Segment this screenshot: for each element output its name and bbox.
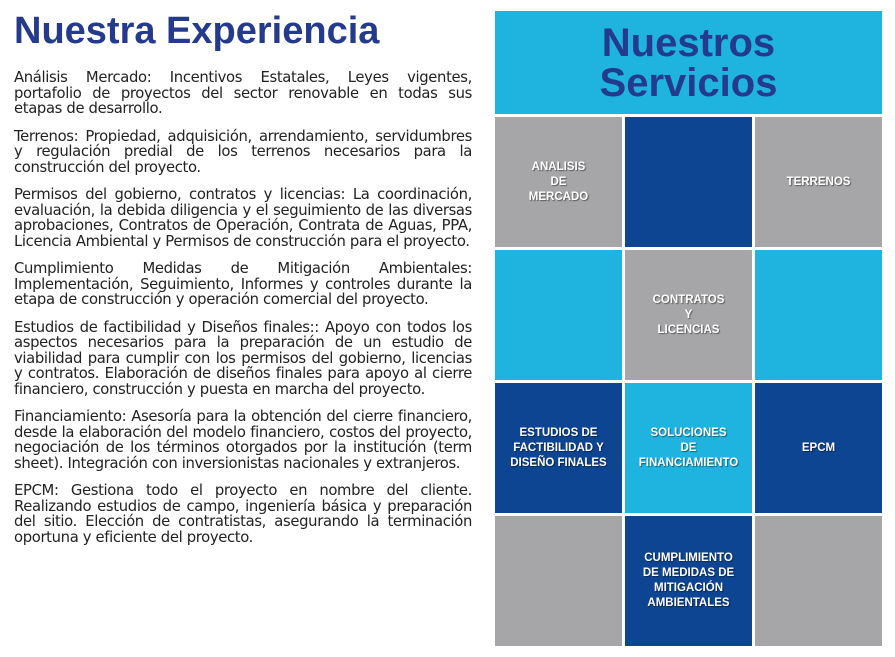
service-tile-epcm (755, 383, 882, 513)
service-tile-label: CONTRATOS Y LICENCIAS (652, 293, 725, 336)
services-title-line2: Servicios (599, 60, 778, 105)
experience-paragraph-financing: Financiamiento: Asesoría para la obtención del cierre financiero, desde la elaboración del modelo financiero, costos del proyecto, negociación de los términos otorgados por la institución (term sheet). Integración con inversionistas nacionales y extranjeros. (14, 408, 472, 472)
service-tile-market-analysis (495, 117, 622, 247)
service-tile-land (755, 117, 882, 247)
service-tile-blank (755, 516, 882, 646)
experience-paragraph-feasibility: Estudios de factibilidad y Diseños finales:: Apoyo con todos los aspectos necesarios para la preparación de un estudio de viabilidad para cumplir con los permisos del gobierno, licencias y contratos. Elaboración de diseños finales para apoyo al cierre financiero, construcción y puesta en marcha del proyecto. (14, 318, 472, 398)
service-tile-label: EPCM (801, 441, 836, 454)
service-tile-label: SOLUCIONES DE FINANCIAMIENTO (638, 426, 739, 469)
service-tile-blank (625, 117, 752, 247)
experience-paragraph-epcm: EPCM: Gestiona todo el proyecto en nombre del cliente. Realizando estudios de campo, ingeniería básica y preparación del sitio. Elección de contratistas, asegurando la terminación oportuna y eficiente del proyecto. (14, 482, 472, 546)
experience-paragraph-market: Análisis Mercado: Incentivos Estatales, Leyes vigentes, portafolio de proyectos del sector renovable en todas sus etapas de desarrollo. (14, 69, 472, 117)
experience-paragraph-mitigation: Cumplimiento Medidas de Mitigación Ambientales: Implementación, Seguimiento, Informes y controles durante la etapa de construcción y operación comercial del proyecto. (14, 260, 472, 308)
services-title-line1: Nuestros (601, 20, 776, 65)
service-tile-label: CUMPLIMIENTO DE MEDIDAS DE MITIGACIÓN AMBIENTALES (642, 552, 735, 609)
service-tile-contracts-licenses (625, 250, 752, 380)
service-tile-label: ANALISIS DE MERCADO (528, 160, 589, 203)
service-tile-label: ESTUDIOS DE FACTIBILIDAD Y DISEÑO FINALES (510, 426, 607, 469)
service-tile-blank (495, 250, 622, 380)
experience-paragraph-permits: Permisos del gobierno, contratos y licencias: La coordinación, evaluación, la debida diligencia y el seguimiento de las diversas aprobaciones, Contratos de Operación, Contrata de Aguas, PPA, Licencia Ambiental y Permisos de construcción para el proyecto. (14, 186, 472, 250)
services-header (495, 11, 882, 114)
service-tile-environmental-mitigation (625, 516, 752, 646)
service-tile-feasibility-design (495, 383, 622, 513)
service-tile-financing (625, 383, 752, 513)
experience-section (14, 6, 472, 557)
experience-paragraph-land: Terrenos: Propiedad, adquisición, arrendamiento, servidumbres y regulación predial de los terrenos necesarios para la construcción del proyecto. (14, 127, 472, 176)
experience-title: Nuestra Experiencia (14, 10, 380, 52)
service-tile-blank (495, 516, 622, 646)
service-tile-blank (755, 250, 882, 380)
services-panel (495, 11, 882, 645)
service-tile-label: TERRENOS (786, 175, 851, 188)
